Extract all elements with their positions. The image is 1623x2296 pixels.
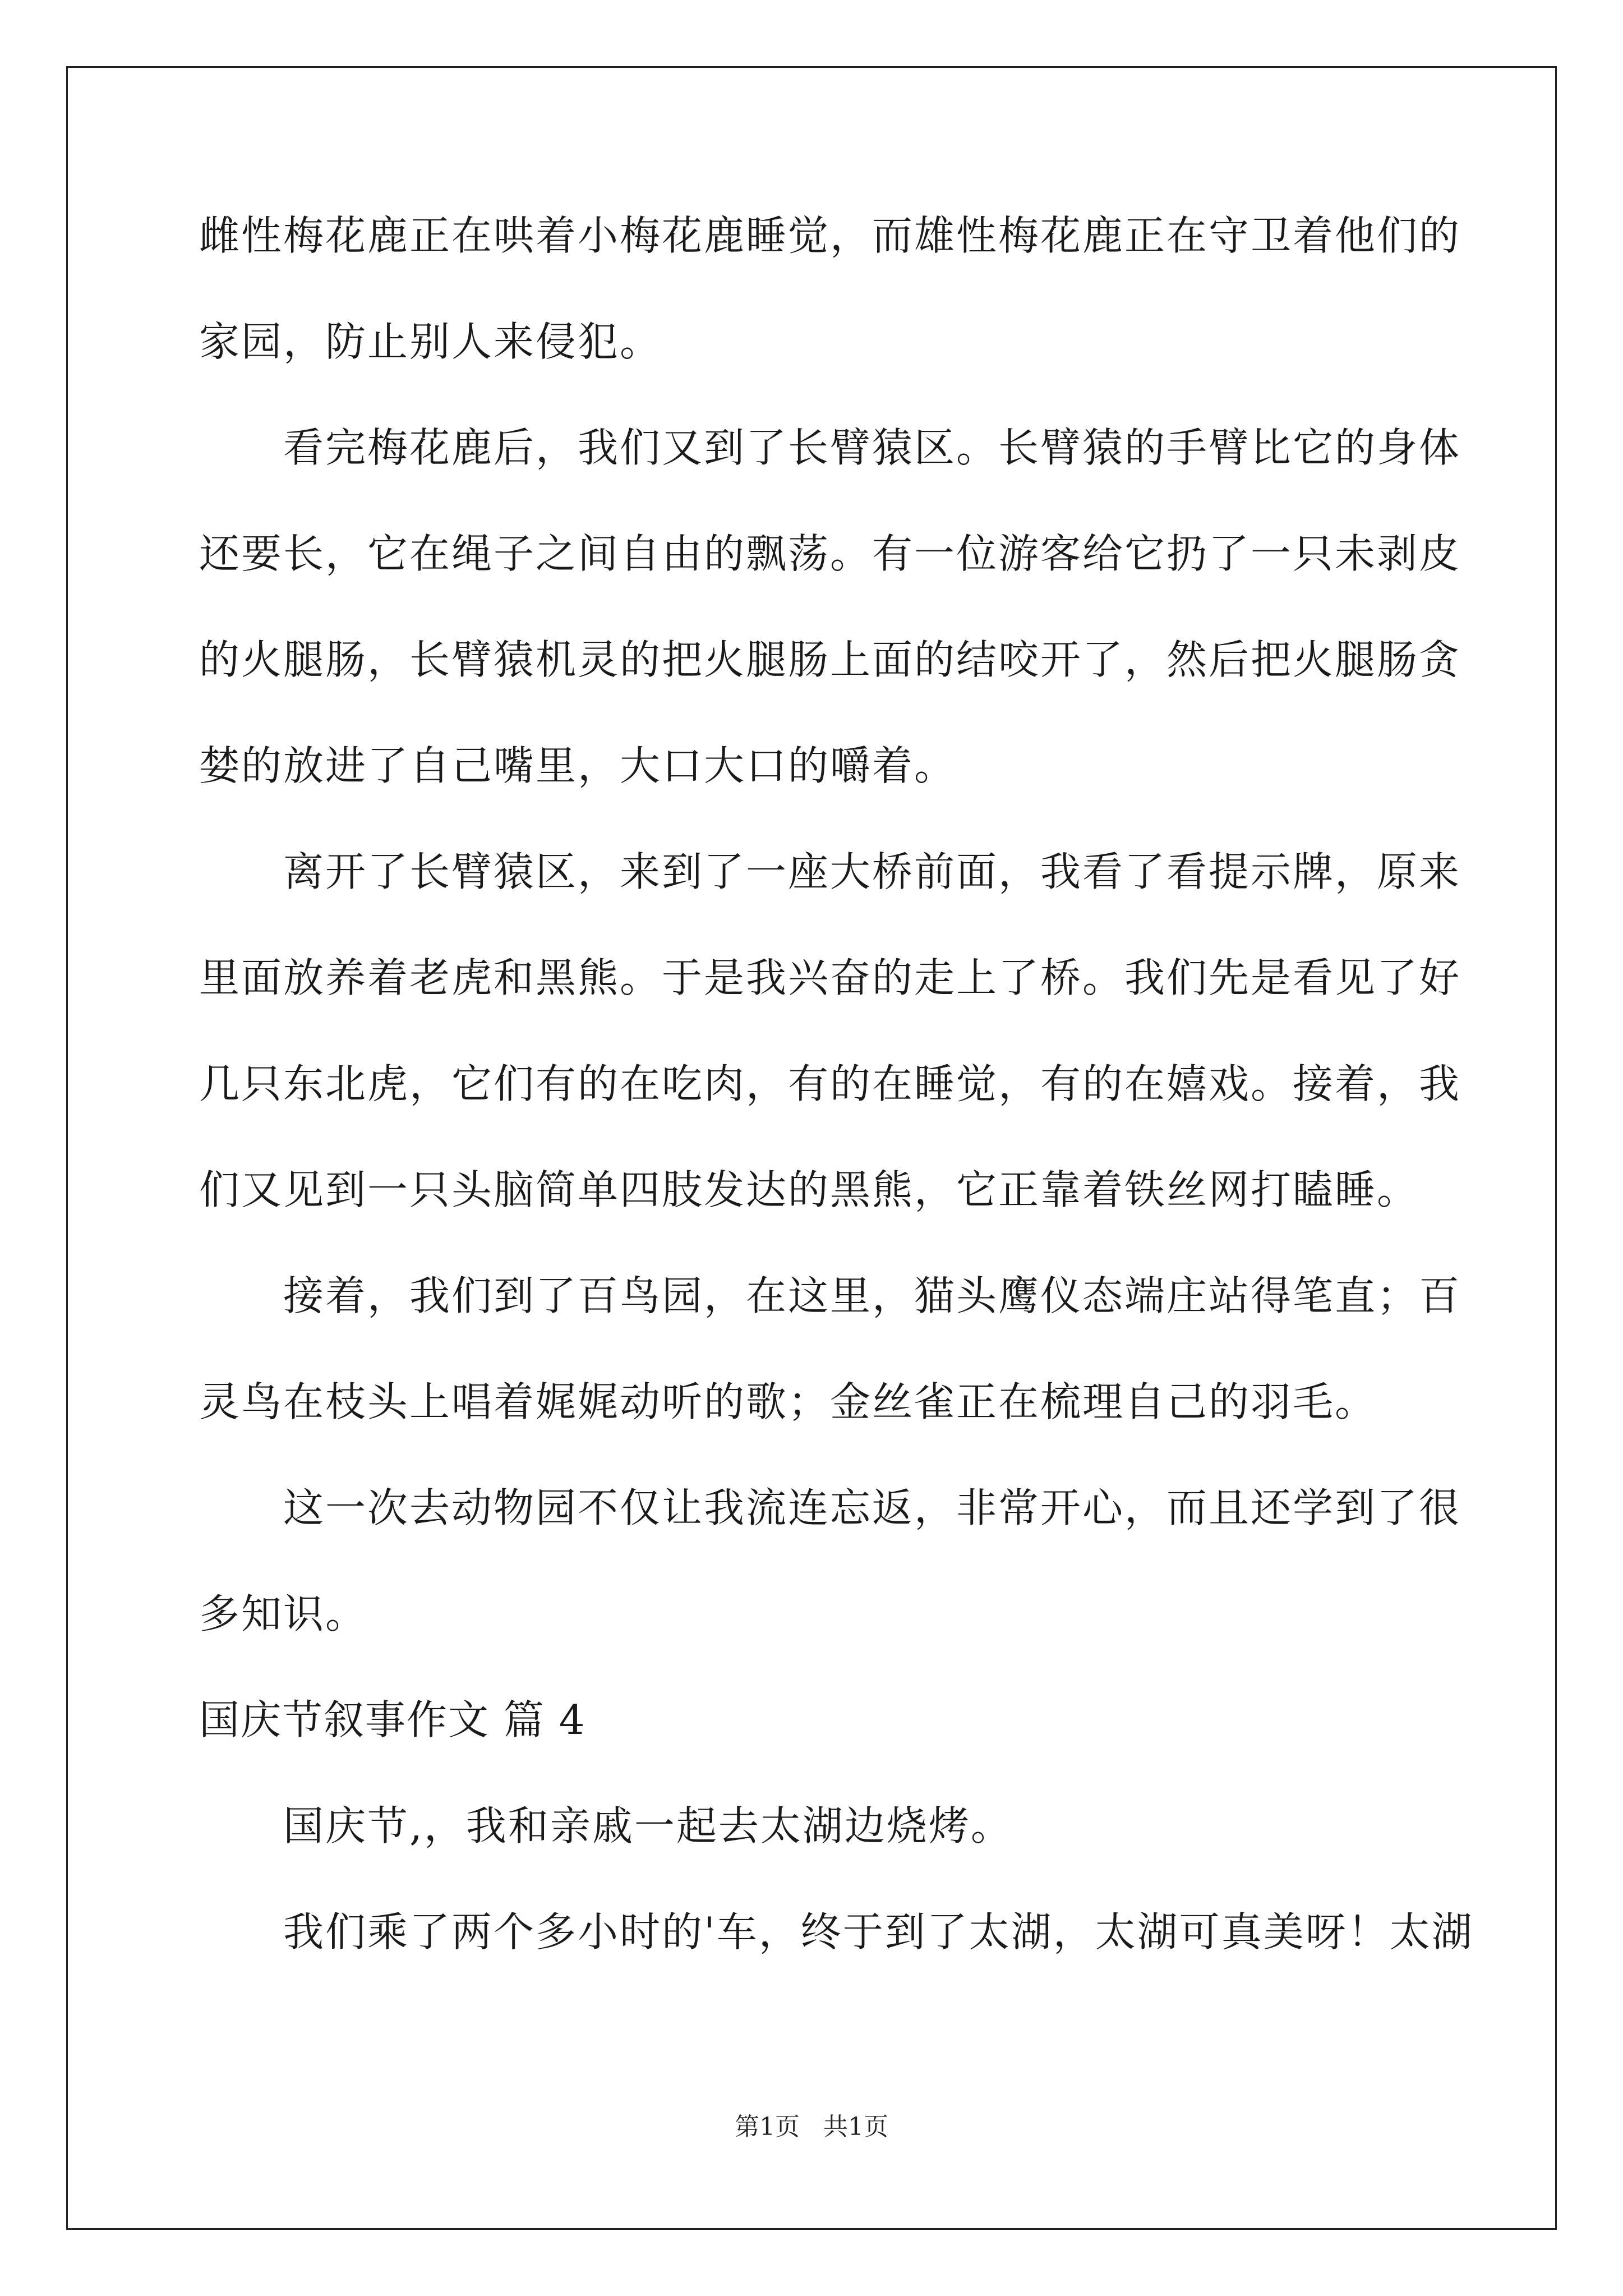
paragraph — [199, 1905, 1474, 1959]
text-line: 家园，防止别人来侵犯。 — [199, 318, 662, 365]
paragraph — [199, 1269, 1461, 1429]
paragraph — [199, 1799, 1433, 1853]
text-line: 多知识。 — [199, 1590, 368, 1637]
page-total: 共1页 — [823, 2113, 888, 2141]
text-line: 离开了长臂猿区，来到了一座大桥前面，我看了看提示牌，原来 — [283, 848, 1461, 895]
paragraph — [199, 845, 1461, 1217]
page-footer — [0, 2110, 1623, 2144]
paragraph — [199, 421, 1461, 793]
text-line: 雌性梅花鹿正在哄着小梅花鹿睡觉，而雄性梅花鹿正在守卫着他们的 — [199, 212, 1461, 259]
section-heading: 国庆节叙事作文 篇 4 — [199, 1696, 586, 1743]
text-line: 这一次去动物园不仅让我流连忘返，非常开心，而且还学到了很 — [283, 1484, 1461, 1531]
text-line: 的火腿肠，长臂猿机灵的把火腿肠上面的结咬开了，然后把火腿肠贪 — [199, 636, 1461, 683]
document-body — [199, 209, 1474, 2011]
text-line: 还要长，它在绳子之间自由的飘荡。有一位游客给它扔了一只未剥皮 — [199, 530, 1461, 577]
text-line: 灵鸟在枝头上唱着娓娓动听的歌；金丝雀正在梳理自己的羽毛。 — [199, 1378, 1377, 1425]
text-line: 看完梅花鹿后，我们又到了长臂猿区。长臂猿的手臂比它的身体 — [283, 424, 1461, 471]
text-line: 们又见到一只头脑简单四肢发达的黑熊，它正靠着铁丝网打瞌睡。 — [199, 1166, 1419, 1213]
page-number: 第1页 — [735, 2113, 800, 2141]
paragraph — [199, 1481, 1461, 1641]
text-line: 几只东北虎，它们有的在吃肉，有的在睡觉，有的在嬉戏。接着，我 — [199, 1060, 1461, 1107]
text-line: 我们乘了两个多小时的'车，终于到了太湖，太湖可真美呀！太湖 — [283, 1908, 1474, 1955]
text-line: 婪的放进了自己嘴里，大口大口的嚼着。 — [199, 742, 957, 789]
text-line: 里面放养着老虎和黑熊。于是我兴奋的走上了桥。我们先是看见了好 — [199, 954, 1461, 1001]
text-line: 国庆节,，我和亲戚一起去太湖边烧烤。 — [283, 1802, 1013, 1849]
text-line: 接着，我们到了百鸟园，在这里，猫头鹰仪态端庄站得笔直；百 — [283, 1272, 1461, 1319]
paragraph — [199, 209, 1461, 369]
